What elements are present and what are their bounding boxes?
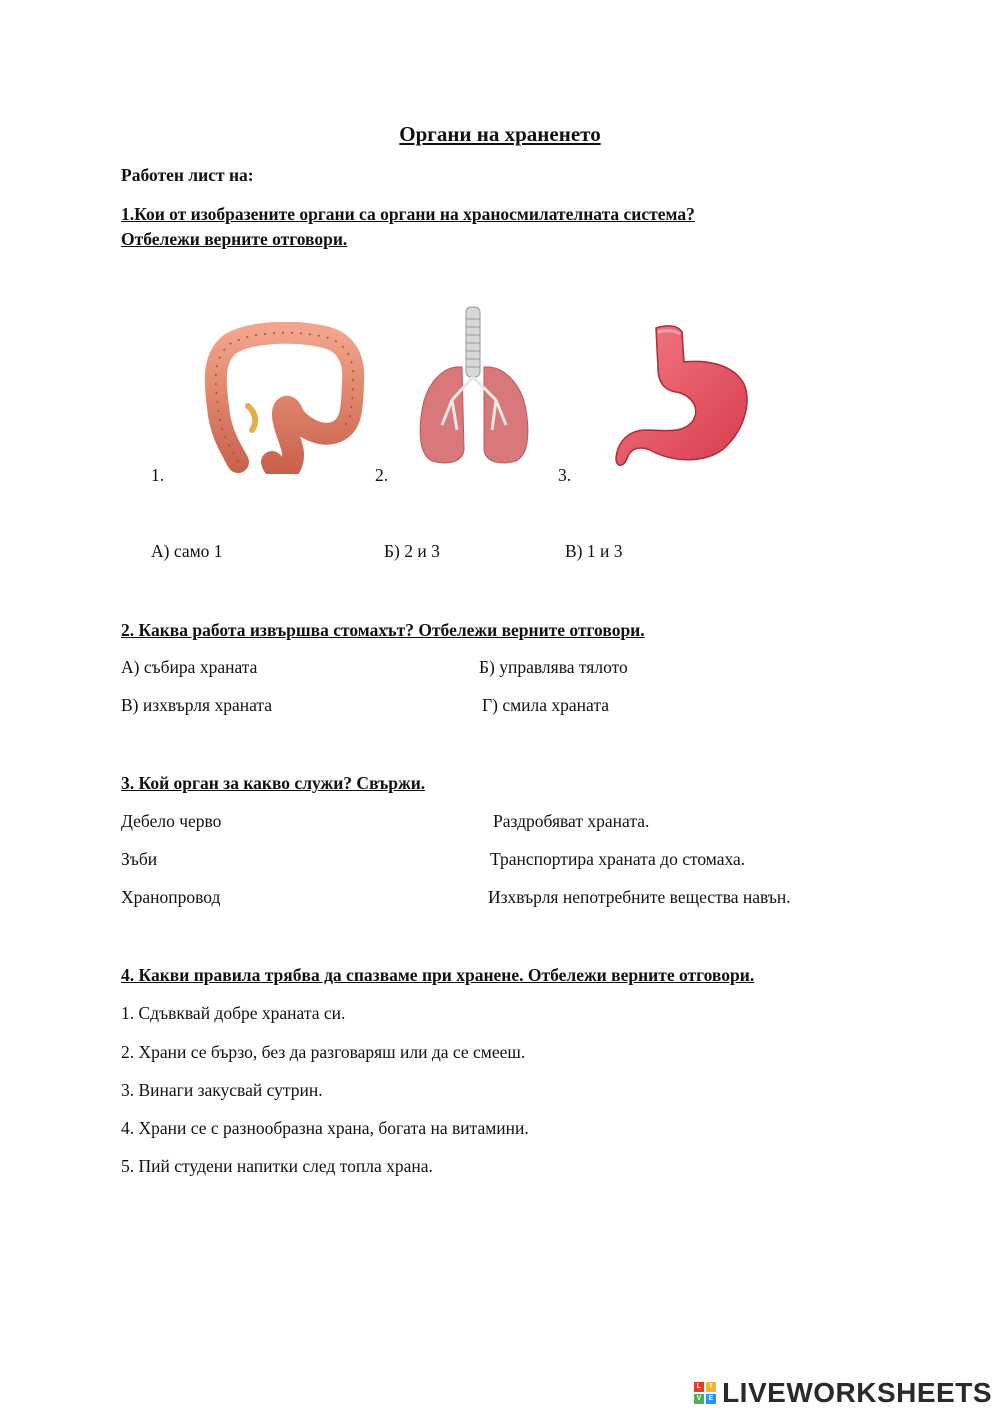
- q4-item-3[interactable]: 3. Винаги закусвай сутрин.: [121, 1080, 323, 1100]
- q4-item-1[interactable]: 1. Сдъвквай добре храната си.: [121, 1003, 346, 1023]
- img-label-2: 2.: [375, 465, 389, 485]
- q1-text-line2: Отбележи верните отговори.: [121, 229, 348, 249]
- stomach-icon: [612, 322, 752, 472]
- q2-option-a[interactable]: А) събира храната: [121, 657, 258, 677]
- worksheet-label: Работен лист на:: [121, 165, 254, 185]
- q1-option-c[interactable]: В) 1 и 3: [565, 541, 623, 561]
- logo-text: LIVEWORKSHEETS: [722, 1377, 992, 1408]
- q3-right-3[interactable]: Изхвърля непотребните вещества навън.: [488, 887, 791, 907]
- q3-right-2[interactable]: Транспортира храната до стомаха.: [490, 849, 746, 869]
- q1-text-line1: 1.Кои от изобразените органи са органи на храносмилателната система?: [121, 204, 695, 224]
- large-intestine-icon: [200, 322, 370, 474]
- q3-text: 3. Кой орган за какво служи? Свържи.: [121, 773, 426, 793]
- q4-item-4[interactable]: 4. Храни се с разнообразна храна, богата на витамини.: [121, 1118, 529, 1138]
- q2-option-c[interactable]: В) изхвърля храната: [121, 695, 273, 715]
- lungs-icon: [412, 305, 537, 467]
- q2-text: 2. Каква работа извършва стомахът? Отбележи верните отговори.: [121, 620, 645, 640]
- logo-blocks-icon: L I V E: [694, 1382, 716, 1404]
- q4-item-2[interactable]: 2. Храни се бързо, без да разговаряш или да се смееш.: [121, 1042, 526, 1062]
- img-label-1: 1.: [151, 465, 165, 485]
- img-label-3: 3.: [558, 465, 572, 485]
- q3-left-3[interactable]: Хранопровод: [121, 887, 221, 907]
- q2-option-b[interactable]: Б) управлява тялото: [479, 657, 628, 677]
- q1-option-b[interactable]: Б) 2 и 3: [384, 541, 440, 561]
- liveworksheets-logo: [694, 1377, 992, 1409]
- q3-left-1[interactable]: Дебело черво: [121, 811, 222, 831]
- q2-option-d[interactable]: Г) смила храната: [482, 695, 609, 715]
- page-title: Органи на храненето: [399, 122, 601, 146]
- q3-right-1[interactable]: Раздробяват храната.: [493, 811, 650, 831]
- q4-text: 4. Какви правила трябва да спазваме при хранене. Отбележи верните отговори.: [121, 965, 755, 985]
- q4-item-5[interactable]: 5. Пий студени напитки след топла храна.: [121, 1156, 433, 1176]
- q1-option-a[interactable]: А) само 1: [151, 541, 223, 561]
- q3-left-2[interactable]: Зъби: [121, 849, 158, 869]
